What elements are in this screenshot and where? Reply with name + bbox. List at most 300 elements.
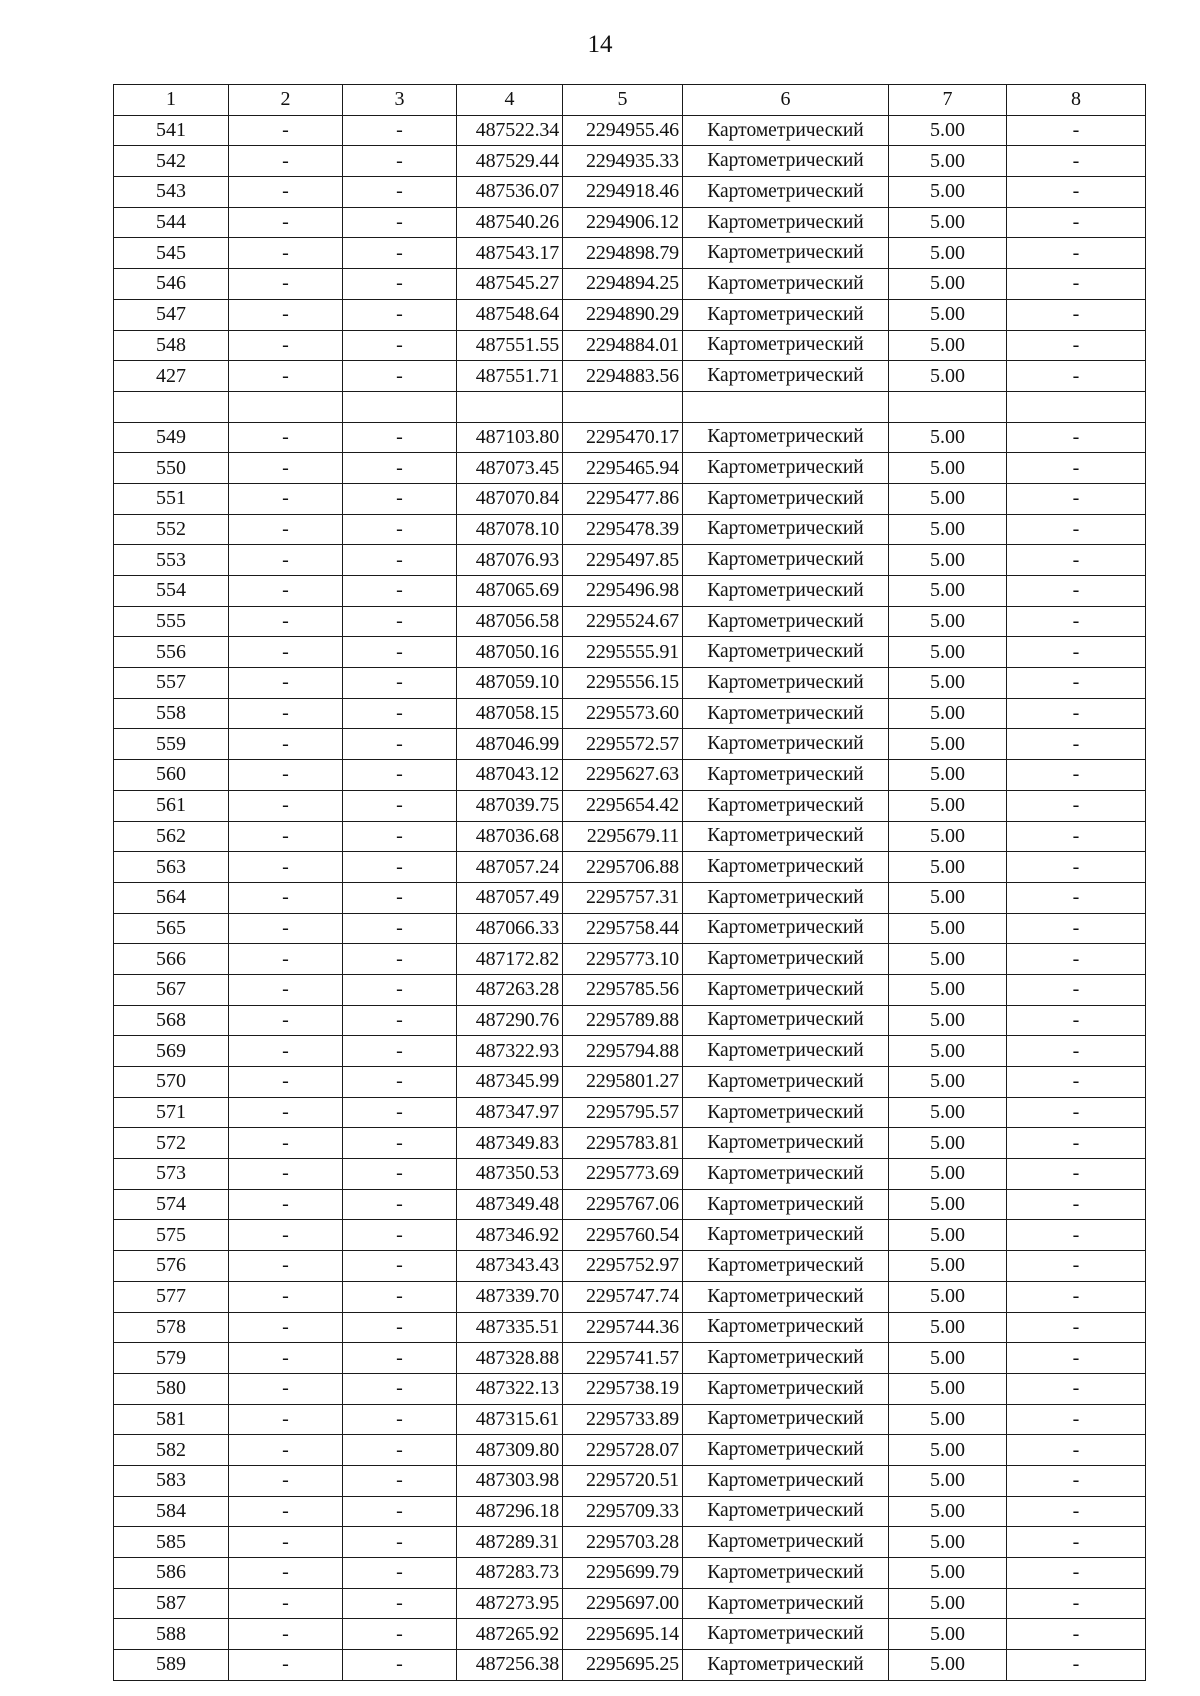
table-row — [114, 1527, 1146, 1558]
coordinates-table — [113, 84, 1146, 1681]
method: Картометрический — [683, 1067, 889, 1098]
coordinate-y: 2295654.42 — [563, 790, 683, 821]
coordinate-x: 487057.24 — [457, 852, 563, 883]
column-8-value: - — [1007, 299, 1146, 330]
column-2-value: - — [229, 1588, 343, 1619]
accuracy: 5.00 — [889, 698, 1007, 729]
accuracy: 5.00 — [889, 1619, 1007, 1650]
coordinate-x: 487350.53 — [457, 1159, 563, 1190]
coordinate-x: 487043.12 — [457, 760, 563, 791]
table-row — [114, 729, 1146, 760]
method: Картометрический — [683, 790, 889, 821]
point-number: 427 — [114, 361, 229, 392]
column-8-value: - — [1007, 821, 1146, 852]
coordinate-y: 2294890.29 — [563, 299, 683, 330]
column-8-value: - — [1007, 1373, 1146, 1404]
accuracy: 5.00 — [889, 760, 1007, 791]
table-row — [114, 913, 1146, 944]
column-8-value: - — [1007, 729, 1146, 760]
method: Картометрический — [683, 1159, 889, 1190]
coordinate-x: 487303.98 — [457, 1465, 563, 1496]
column-2-value: - — [229, 1435, 343, 1466]
coordinate-y: 2295795.57 — [563, 1097, 683, 1128]
coordinate-x: 487540.26 — [457, 207, 563, 238]
column-2-value: - — [229, 1220, 343, 1251]
accuracy: 5.00 — [889, 1220, 1007, 1251]
column-2-value: - — [229, 1036, 343, 1067]
column-3-value: - — [343, 1159, 457, 1190]
accuracy: 5.00 — [889, 1281, 1007, 1312]
table-row — [114, 944, 1146, 975]
column-8-value: - — [1007, 1435, 1146, 1466]
coordinate-y: 2295703.28 — [563, 1527, 683, 1558]
column-2-value: - — [229, 115, 343, 146]
point-number: 548 — [114, 330, 229, 361]
method: Картометрический — [683, 545, 889, 576]
coordinate-x: 487172.82 — [457, 944, 563, 975]
column-2-value: - — [229, 944, 343, 975]
coordinate-x: 487309.80 — [457, 1435, 563, 1466]
point-number: 557 — [114, 668, 229, 699]
method: Картометрический — [683, 483, 889, 514]
table-row — [114, 1558, 1146, 1589]
point-number — [114, 391, 229, 422]
column-2-value: - — [229, 606, 343, 637]
point-number: 574 — [114, 1189, 229, 1220]
accuracy: 5.00 — [889, 668, 1007, 699]
accuracy: 5.00 — [889, 1067, 1007, 1098]
method: Картометрический — [683, 1373, 889, 1404]
coordinate-x: 487536.07 — [457, 177, 563, 208]
column-2-value: - — [229, 1465, 343, 1496]
point-number: 583 — [114, 1465, 229, 1496]
column-3-value: - — [343, 1373, 457, 1404]
column-3-value: - — [343, 1343, 457, 1374]
column-3-value: - — [343, 1189, 457, 1220]
column-8-value: - — [1007, 207, 1146, 238]
method: Картометрический — [683, 177, 889, 208]
method: Картометрический — [683, 1281, 889, 1312]
point-number: 580 — [114, 1373, 229, 1404]
coordinate-x: 487078.10 — [457, 514, 563, 545]
column-3-value: - — [343, 1619, 457, 1650]
point-number: 558 — [114, 698, 229, 729]
table-row — [114, 238, 1146, 269]
table-row — [114, 1404, 1146, 1435]
accuracy: 5.00 — [889, 1005, 1007, 1036]
column-2-value: - — [229, 974, 343, 1005]
column-2-value: - — [229, 1558, 343, 1589]
coordinate-x: 487283.73 — [457, 1558, 563, 1589]
accuracy: 5.00 — [889, 913, 1007, 944]
coordinate-y: 2295741.57 — [563, 1343, 683, 1374]
column-8-value: - — [1007, 1189, 1146, 1220]
coordinate-x: 487103.80 — [457, 422, 563, 453]
column-8-value: - — [1007, 1067, 1146, 1098]
column-3-value: - — [343, 637, 457, 668]
coordinate-y: 2294955.46 — [563, 115, 683, 146]
column-8-value: - — [1007, 698, 1146, 729]
method: Картометрический — [683, 1558, 889, 1589]
accuracy: 5.00 — [889, 852, 1007, 883]
column-8-value: - — [1007, 1404, 1146, 1435]
point-number: 559 — [114, 729, 229, 760]
coordinate-x — [457, 391, 563, 422]
point-number: 587 — [114, 1588, 229, 1619]
method: Картометрический — [683, 821, 889, 852]
method: Картометрический — [683, 1619, 889, 1650]
coordinate-x: 487296.18 — [457, 1496, 563, 1527]
accuracy: 5.00 — [889, 1128, 1007, 1159]
table-row — [114, 453, 1146, 484]
column-2-value: - — [229, 1527, 343, 1558]
accuracy: 5.00 — [889, 207, 1007, 238]
point-number: 554 — [114, 576, 229, 607]
point-number: 581 — [114, 1404, 229, 1435]
accuracy — [889, 391, 1007, 422]
table-row — [114, 1312, 1146, 1343]
accuracy: 5.00 — [889, 1650, 1007, 1681]
column-3-value: - — [343, 1251, 457, 1282]
coordinate-y: 2295470.17 — [563, 422, 683, 453]
table-row — [114, 668, 1146, 699]
method: Картометрический — [683, 1251, 889, 1282]
coordinate-x: 487289.31 — [457, 1527, 563, 1558]
method: Картометрический — [683, 1097, 889, 1128]
coordinate-y: 2294883.56 — [563, 361, 683, 392]
table-row — [114, 483, 1146, 514]
column-8-value: - — [1007, 1619, 1146, 1650]
accuracy: 5.00 — [889, 514, 1007, 545]
column-8-value: - — [1007, 1558, 1146, 1589]
accuracy: 5.00 — [889, 1189, 1007, 1220]
accuracy: 5.00 — [889, 422, 1007, 453]
point-number: 568 — [114, 1005, 229, 1036]
column-3-value: - — [343, 269, 457, 300]
coordinate-y: 2295477.86 — [563, 483, 683, 514]
coordinate-x: 487066.33 — [457, 913, 563, 944]
table-row — [114, 882, 1146, 913]
column-2-value: - — [229, 637, 343, 668]
point-number: 541 — [114, 115, 229, 146]
point-number: 560 — [114, 760, 229, 791]
column-3-value: - — [343, 1588, 457, 1619]
coordinate-x: 487050.16 — [457, 637, 563, 668]
accuracy: 5.00 — [889, 944, 1007, 975]
method: Картометрический — [683, 760, 889, 791]
coordinate-x: 487315.61 — [457, 1404, 563, 1435]
coordinate-x: 487322.13 — [457, 1373, 563, 1404]
table-row — [114, 1159, 1146, 1190]
point-number: 563 — [114, 852, 229, 883]
table-row — [114, 1067, 1146, 1098]
accuracy: 5.00 — [889, 1159, 1007, 1190]
coordinate-x: 487347.97 — [457, 1097, 563, 1128]
column-2-value: - — [229, 698, 343, 729]
coordinate-y: 2295733.89 — [563, 1404, 683, 1435]
point-number: 579 — [114, 1343, 229, 1374]
column-2-value: - — [229, 1373, 343, 1404]
coordinate-y: 2295695.14 — [563, 1619, 683, 1650]
table-row — [114, 1220, 1146, 1251]
table-row — [114, 821, 1146, 852]
column-3-value: - — [343, 238, 457, 269]
accuracy: 5.00 — [889, 1588, 1007, 1619]
coordinate-y: 2295555.91 — [563, 637, 683, 668]
column-2-value: - — [229, 1496, 343, 1527]
table-row — [114, 974, 1146, 1005]
point-number: 547 — [114, 299, 229, 330]
column-8-value: - — [1007, 177, 1146, 208]
column-3-value: - — [343, 944, 457, 975]
point-number: 550 — [114, 453, 229, 484]
table-row — [114, 576, 1146, 607]
method: Картометрический — [683, 1435, 889, 1466]
coordinate-y: 2295785.56 — [563, 974, 683, 1005]
coordinate-y: 2295744.36 — [563, 1312, 683, 1343]
column-8-value: - — [1007, 422, 1146, 453]
column-8-value: - — [1007, 1097, 1146, 1128]
column-8-value: - — [1007, 238, 1146, 269]
point-number: 549 — [114, 422, 229, 453]
column-8-value — [1007, 391, 1146, 422]
column-8-value: - — [1007, 637, 1146, 668]
accuracy: 5.00 — [889, 606, 1007, 637]
point-number: 572 — [114, 1128, 229, 1159]
column-8-value: - — [1007, 882, 1146, 913]
point-number: 586 — [114, 1558, 229, 1589]
table-row — [114, 1373, 1146, 1404]
method: Картометрический — [683, 1005, 889, 1036]
point-number: 589 — [114, 1650, 229, 1681]
accuracy: 5.00 — [889, 1465, 1007, 1496]
column-8-value: - — [1007, 944, 1146, 975]
coordinate-y: 2295496.98 — [563, 576, 683, 607]
coordinate-y: 2295758.44 — [563, 913, 683, 944]
column-header-1: 1 — [114, 85, 229, 116]
column-3-value: - — [343, 1465, 457, 1496]
column-3-value: - — [343, 1067, 457, 1098]
column-header-4: 4 — [457, 85, 563, 116]
table-row — [114, 207, 1146, 238]
table-row — [114, 1251, 1146, 1282]
method: Картометрический — [683, 361, 889, 392]
column-8-value: - — [1007, 1036, 1146, 1067]
accuracy: 5.00 — [889, 545, 1007, 576]
column-2-value: - — [229, 1281, 343, 1312]
accuracy: 5.00 — [889, 1036, 1007, 1067]
column-2-value: - — [229, 514, 343, 545]
accuracy: 5.00 — [889, 1527, 1007, 1558]
accuracy: 5.00 — [889, 576, 1007, 607]
table-row — [114, 1128, 1146, 1159]
column-3-value: - — [343, 422, 457, 453]
column-3-value: - — [343, 1650, 457, 1681]
table-row — [114, 1281, 1146, 1312]
table-row — [114, 146, 1146, 177]
column-8-value: - — [1007, 545, 1146, 576]
method: Картометрический — [683, 1036, 889, 1067]
point-number: 575 — [114, 1220, 229, 1251]
accuracy: 5.00 — [889, 238, 1007, 269]
column-3-value: - — [343, 668, 457, 699]
column-8-value: - — [1007, 974, 1146, 1005]
accuracy: 5.00 — [889, 115, 1007, 146]
column-8-value: - — [1007, 760, 1146, 791]
table-row — [114, 698, 1146, 729]
method: Картометрический — [683, 1128, 889, 1159]
coordinate-x: 487346.92 — [457, 1220, 563, 1251]
method: Картометрический — [683, 698, 889, 729]
column-3-value: - — [343, 1558, 457, 1589]
column-3-value: - — [343, 1404, 457, 1435]
coordinate-x: 487522.34 — [457, 115, 563, 146]
coordinate-x: 487543.17 — [457, 238, 563, 269]
point-number: 567 — [114, 974, 229, 1005]
column-2-value: - — [229, 207, 343, 238]
point-number: 582 — [114, 1435, 229, 1466]
column-8-value: - — [1007, 1465, 1146, 1496]
coordinate-y: 2295738.19 — [563, 1373, 683, 1404]
column-2-value: - — [229, 576, 343, 607]
accuracy: 5.00 — [889, 974, 1007, 1005]
table-row — [114, 514, 1146, 545]
column-3-value: - — [343, 1097, 457, 1128]
coordinate-x: 487551.55 — [457, 330, 563, 361]
point-number: 584 — [114, 1496, 229, 1527]
column-3-value: - — [343, 514, 457, 545]
coordinate-x: 487046.99 — [457, 729, 563, 760]
column-3-value: - — [343, 1220, 457, 1251]
column-2-value: - — [229, 1251, 343, 1282]
method: Картометрический — [683, 974, 889, 1005]
coordinate-y: 2295794.88 — [563, 1036, 683, 1067]
coordinate-y: 2295679.11 — [563, 821, 683, 852]
table-row — [114, 299, 1146, 330]
coordinate-y: 2295524.67 — [563, 606, 683, 637]
method: Картометрический — [683, 576, 889, 607]
accuracy: 5.00 — [889, 146, 1007, 177]
coordinate-x: 487290.76 — [457, 1005, 563, 1036]
point-number: 566 — [114, 944, 229, 975]
column-header-3: 3 — [343, 85, 457, 116]
column-8-value: - — [1007, 330, 1146, 361]
coordinate-x: 487263.28 — [457, 974, 563, 1005]
accuracy: 5.00 — [889, 821, 1007, 852]
method: Картометрический — [683, 1496, 889, 1527]
column-3-value: - — [343, 1435, 457, 1466]
column-2-value: - — [229, 1189, 343, 1220]
column-2-value: - — [229, 1312, 343, 1343]
accuracy: 5.00 — [889, 453, 1007, 484]
table-row — [114, 1435, 1146, 1466]
column-3-value: - — [343, 177, 457, 208]
table-row — [114, 852, 1146, 883]
column-8-value: - — [1007, 668, 1146, 699]
point-number: 570 — [114, 1067, 229, 1098]
method: Картометрический — [683, 606, 889, 637]
coordinate-x: 487070.84 — [457, 483, 563, 514]
accuracy: 5.00 — [889, 1097, 1007, 1128]
coordinate-x: 487529.44 — [457, 146, 563, 177]
coordinate-y: 2295752.97 — [563, 1251, 683, 1282]
column-header-2: 2 — [229, 85, 343, 116]
page-number: 14 — [587, 31, 613, 58]
column-8-value: - — [1007, 1159, 1146, 1190]
point-number: 578 — [114, 1312, 229, 1343]
coordinate-x: 487545.27 — [457, 269, 563, 300]
table-row — [114, 637, 1146, 668]
column-8-value: - — [1007, 483, 1146, 514]
method: Картометрический — [683, 422, 889, 453]
point-number: 555 — [114, 606, 229, 637]
method: Картометрический — [683, 1650, 889, 1681]
coordinate-y: 2294898.79 — [563, 238, 683, 269]
point-number: 576 — [114, 1251, 229, 1282]
point-number: 585 — [114, 1527, 229, 1558]
column-3-value: - — [343, 483, 457, 514]
column-8-value: - — [1007, 790, 1146, 821]
column-2-value: - — [229, 1128, 343, 1159]
coordinate-y: 2295697.00 — [563, 1588, 683, 1619]
accuracy: 5.00 — [889, 882, 1007, 913]
column-header-8: 8 — [1007, 85, 1146, 116]
method: Картометрический — [683, 453, 889, 484]
accuracy: 5.00 — [889, 299, 1007, 330]
point-number: 573 — [114, 1159, 229, 1190]
column-3-value: - — [343, 545, 457, 576]
column-3-value: - — [343, 760, 457, 791]
column-3-value: - — [343, 207, 457, 238]
coordinate-x: 487059.10 — [457, 668, 563, 699]
coordinate-y: 2295773.10 — [563, 944, 683, 975]
column-8-value: - — [1007, 115, 1146, 146]
coordinate-x: 487349.48 — [457, 1189, 563, 1220]
coordinate-x: 487322.93 — [457, 1036, 563, 1067]
method: Картометрический — [683, 913, 889, 944]
method: Картометрический — [683, 637, 889, 668]
accuracy: 5.00 — [889, 1343, 1007, 1374]
method: Картометрический — [683, 1465, 889, 1496]
coordinate-x: 487551.71 — [457, 361, 563, 392]
coordinate-x: 487265.92 — [457, 1619, 563, 1650]
column-8-value: - — [1007, 1005, 1146, 1036]
coordinate-x: 487339.70 — [457, 1281, 563, 1312]
column-3-value: - — [343, 974, 457, 1005]
column-3-value: - — [343, 1005, 457, 1036]
coordinate-y: 2295783.81 — [563, 1128, 683, 1159]
accuracy: 5.00 — [889, 1373, 1007, 1404]
column-2-value: - — [229, 913, 343, 944]
column-2-value: - — [229, 790, 343, 821]
column-2-value: - — [229, 330, 343, 361]
table-header-row — [114, 85, 1146, 116]
point-number: 545 — [114, 238, 229, 269]
column-3-value: - — [343, 852, 457, 883]
column-2-value — [229, 391, 343, 422]
method: Картометрический — [683, 1189, 889, 1220]
table-row — [114, 1496, 1146, 1527]
coordinate-y: 2295773.69 — [563, 1159, 683, 1190]
coordinate-x: 487065.69 — [457, 576, 563, 607]
column-3-value: - — [343, 299, 457, 330]
coordinate-x: 487058.15 — [457, 698, 563, 729]
column-2-value: - — [229, 1404, 343, 1435]
column-3-value: - — [343, 821, 457, 852]
method: Картометрический — [683, 238, 889, 269]
column-2-value: - — [229, 1067, 343, 1098]
table-row — [114, 1650, 1146, 1681]
